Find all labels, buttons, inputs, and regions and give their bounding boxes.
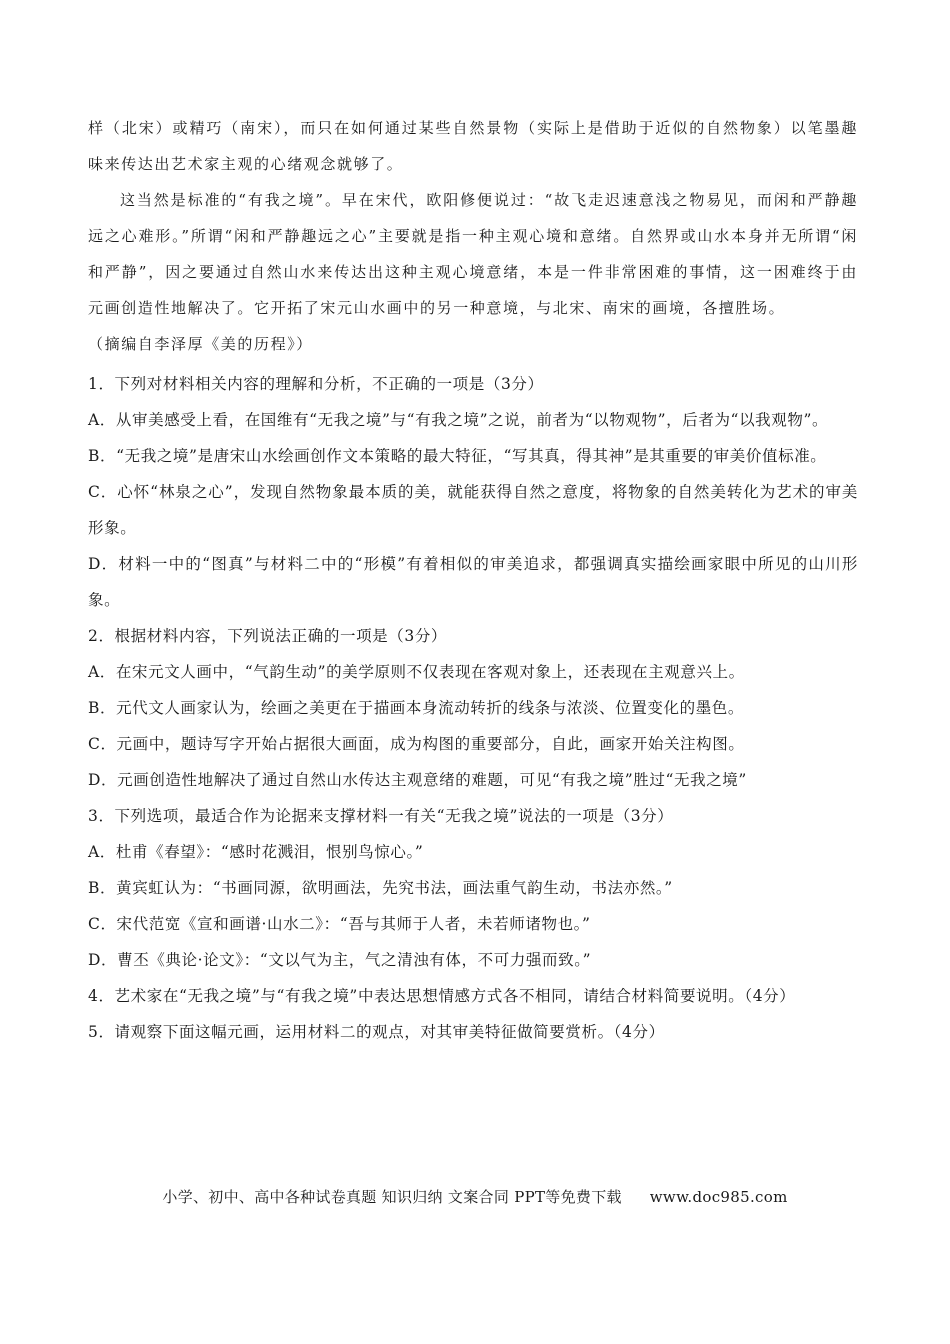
question-2 <box>88 618 858 798</box>
passage-paragraph: 这当然是标准的“有我之境”。早在宋代，欧阳修便说过：“故飞走迟速意浅之物易见，而闲和严静趣远之心难形。”所谓“闲和严静趣远之心”主要就是指一种主观心境和意绪。自然界或山水本身并无所谓“闲和严静”，因之要通过自然山水来传达出这种主观心境意绪，本是一件非常困难的事情，这一困难终于由元画创造性地解决了。它开拓了宋元山水画中的另一种意境，与北宋、南宋的画境，各擅胜场。 <box>88 191 858 317</box>
footer-text: 小学、初中、高中各种试卷真题 知识归纳 文案合同 PPT等免费下载 <box>162 1188 622 1206</box>
question-stem: 2．根据材料内容，下列说法正确的一项是（3分） <box>88 627 448 645</box>
question-5 <box>88 1014 858 1050</box>
passage-source: （摘编自李泽厚《美的历程》） <box>88 335 313 353</box>
option-c: C．心怀“林泉之心”，发现自然物象最本质的美，就能获得自然之意度，将物象的自然美转化为艺术的审美形象。 <box>88 483 858 537</box>
question-stem: 4．艺术家在“无我之境”与“有我之境”中表达思想情感方式各不相同，请结合材料简要说明。（4分） <box>88 987 796 1005</box>
option-b: B．黄宾虹认为：“书画同源，欲明画法，先究书法，画法重气韵生动，书法亦然。” <box>88 879 673 897</box>
option-d: D．元画创造性地解决了通过自然山水传达主观意绪的难题，可见“有我之境”胜过“无我之境” <box>88 771 747 789</box>
option-b: B．“无我之境”是唐宋山水绘画创作文本策略的最大特征，“写其真，得其神”是其重要的审美价值标准。 <box>88 447 827 465</box>
question-stem: 5．请观察下面这幅元画，运用材料二的观点，对其审美特征做简要赏析。（4分） <box>88 1023 665 1041</box>
question-stem: 3．下列选项，最适合作为论据来支撑材料一有关“无我之境”说法的一项是（3分） <box>88 807 674 825</box>
option-c: C．宋代范宽《宣和画谱·山水二》：“吾与其师于人者，未若师诸物也。” <box>88 915 591 933</box>
question-4 <box>88 978 858 1014</box>
option-d: D．曹丕《典论·论文》：“文以气为主，气之清浊有体，不可力强而致。” <box>88 951 592 969</box>
question-list <box>88 366 858 1050</box>
option-c: C．元画中，题诗写字开始占据很大画面，成为构图的重要部分，自此，画家开始关注构图。 <box>88 735 745 753</box>
footer-url[interactable]: www.doc985.com <box>649 1188 788 1206</box>
passage-paragraph: 样（北宋）或精巧（南宋），而只在如何通过某些自然景物（实际上是借助于近似的自然物象）以笔墨趣味来传达出艺术家主观的心绪观念就够了。 <box>88 119 858 173</box>
question-3 <box>88 798 858 978</box>
option-a: A．在宋元文人画中，“气韵生动”的美学原则不仅表现在客观对象上，还表现在主观意兴上。 <box>88 663 745 681</box>
question-1 <box>88 366 858 618</box>
option-a: A．杜甫《春望》：“感时花溅泪，恨别鸟惊心。” <box>88 843 424 861</box>
option-b: B．元代文人画家认为，绘画之美更在于描画本身流动转折的线条与浓淡、位置变化的墨色。 <box>88 699 744 717</box>
option-a: A．从审美感受上看，在国维有“无我之境”与“有我之境”之说，前者为“以物观物”，后者为“以我观物”。 <box>88 411 829 429</box>
question-stem: 1．下列对材料相关内容的理解和分析，不正确的一项是（3分） <box>88 375 544 393</box>
page-footer <box>0 1186 950 1207</box>
option-d: D．材料一中的“图真”与材料二中的“形模”有着相似的审美追求，都强调真实描绘画家眼中所见的山川形象。 <box>88 555 858 609</box>
reading-passage <box>88 110 858 362</box>
